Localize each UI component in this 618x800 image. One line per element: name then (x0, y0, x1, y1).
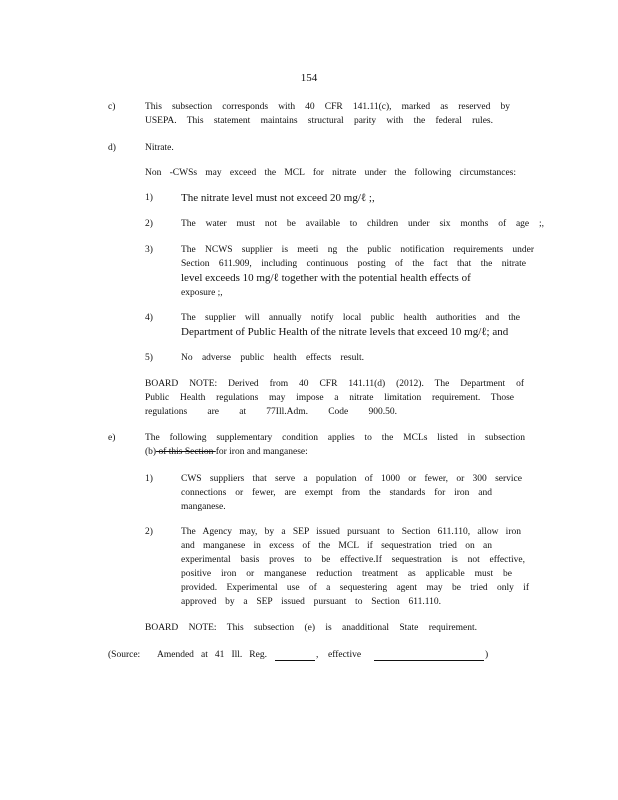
board-note-e: BOARD NOTE: This subsection (e) is anadditional State requirement. (145, 623, 477, 633)
register-page-blank (275, 660, 315, 661)
board-note-d-line-2: Public Health regulations may impose a nitrate limitation requirement. Those (145, 393, 514, 403)
subsection-e-ref: (b) (145, 447, 157, 457)
nitrate-item-3-marker: 3) (145, 245, 153, 255)
iron-item-2-line-4: positive iron or manganese reduction treatment as applicable must be (181, 569, 512, 579)
nitrate-item-3-line-3: level exceeds 10 mg/ℓ together with the potential health effects of (181, 272, 471, 284)
nitrate-item-3-line-2: Section 611.909, including continuous posting of the fact that the nitrate (181, 259, 526, 269)
iron-item-1-line-2: connections or fewer, are exempt from the standards for iron and (181, 488, 492, 498)
nitrate-item-3-line-4: exposure ;, (181, 288, 223, 298)
nitrate-item-4-marker: 4) (145, 313, 153, 323)
subsection-e-line-2-rest: for iron and manganese: (215, 447, 308, 457)
nitrate-item-1-marker: 1) (145, 193, 153, 203)
subsection-d-intro: Non -CWSs may exceed the MCL for nitrate under the following circumstances: (145, 168, 516, 178)
source-prefix: (Source: (108, 650, 141, 660)
subsection-d-heading: Nitrate. (145, 143, 174, 153)
effective-date-blank (374, 660, 484, 661)
iron-item-2-line-1: The Agency may, by a SEP issued pursuant to Section 611.110, allow iron (181, 527, 521, 537)
source-amended: Amended at 41 Ill. Reg. (157, 650, 267, 660)
subsection-e-line-2 (145, 446, 308, 460)
subsection-c-line-1: This subsection corresponds with 40 CFR 141.11(c), marked as reserved by (145, 102, 510, 112)
nitrate-item-2-text: The water must not be available to children under six months of age ;, (181, 219, 544, 229)
nitrate-item-4-line-1: The supplier will annually notify local public health authorities and the (181, 313, 520, 323)
nitrate-item-5-text: No adverse public health effects result. (181, 353, 364, 363)
nitrate-item-3-line-1: The NCWS supplier is meeti ng the public notification requirements under (181, 245, 534, 255)
nitrate-item-4-line-2: Department of Public Health of the nitrate levels that exceed 10 mg/ℓ; and (181, 326, 509, 338)
struck-text: of this Section (156, 447, 216, 457)
iron-item-2-marker: 2) (145, 527, 153, 537)
nitrate-item-5-marker: 5) (145, 353, 153, 363)
source-effective: effective (328, 650, 362, 660)
source-comma: , (316, 650, 319, 660)
iron-item-1-line-3: manganese. (181, 502, 226, 512)
iron-item-2-line-6: approved by a SEP issued pursuant to Section 611.110. (181, 597, 441, 607)
nitrate-item-2-marker: 2) (145, 219, 153, 229)
subsection-e-line-1: The following supplementary condition applies to the MCLs listed in subsection (145, 433, 525, 443)
subsection-c-marker: c) (108, 102, 116, 112)
source-close: ) (485, 650, 489, 660)
iron-item-1-line-1: CWS suppliers that serve a population of 1000 or fewer, or 300 service (181, 474, 522, 484)
iron-item-2-line-3: experimental basis proves to be effective.If sequestration is not effective, (181, 555, 525, 565)
subsection-e-marker: e) (108, 433, 116, 443)
nitrate-item-1-text: The nitrate level must not exceed 20 mg/ℓ ;, (181, 192, 375, 204)
board-note-d-line-3: regulations are at 77Ill.Adm. Code 900.50. (145, 407, 397, 417)
page-number: 154 (300, 72, 318, 84)
iron-item-1-marker: 1) (145, 474, 153, 484)
iron-item-2-line-5: provided. Experimental use of a sequestering agent may be tried only if (181, 583, 529, 593)
iron-item-2-line-2: and manganese in excess of the MCL if sequestration tried on an (181, 541, 492, 551)
subsection-c-line-2: USEPA. This statement maintains structural parity with the federal rules. (145, 116, 493, 126)
subsection-d-marker: d) (108, 143, 116, 153)
board-note-d-line-1: BOARD NOTE: Derived from 40 CFR 141.11(d) (2012). The Department of (145, 379, 524, 389)
